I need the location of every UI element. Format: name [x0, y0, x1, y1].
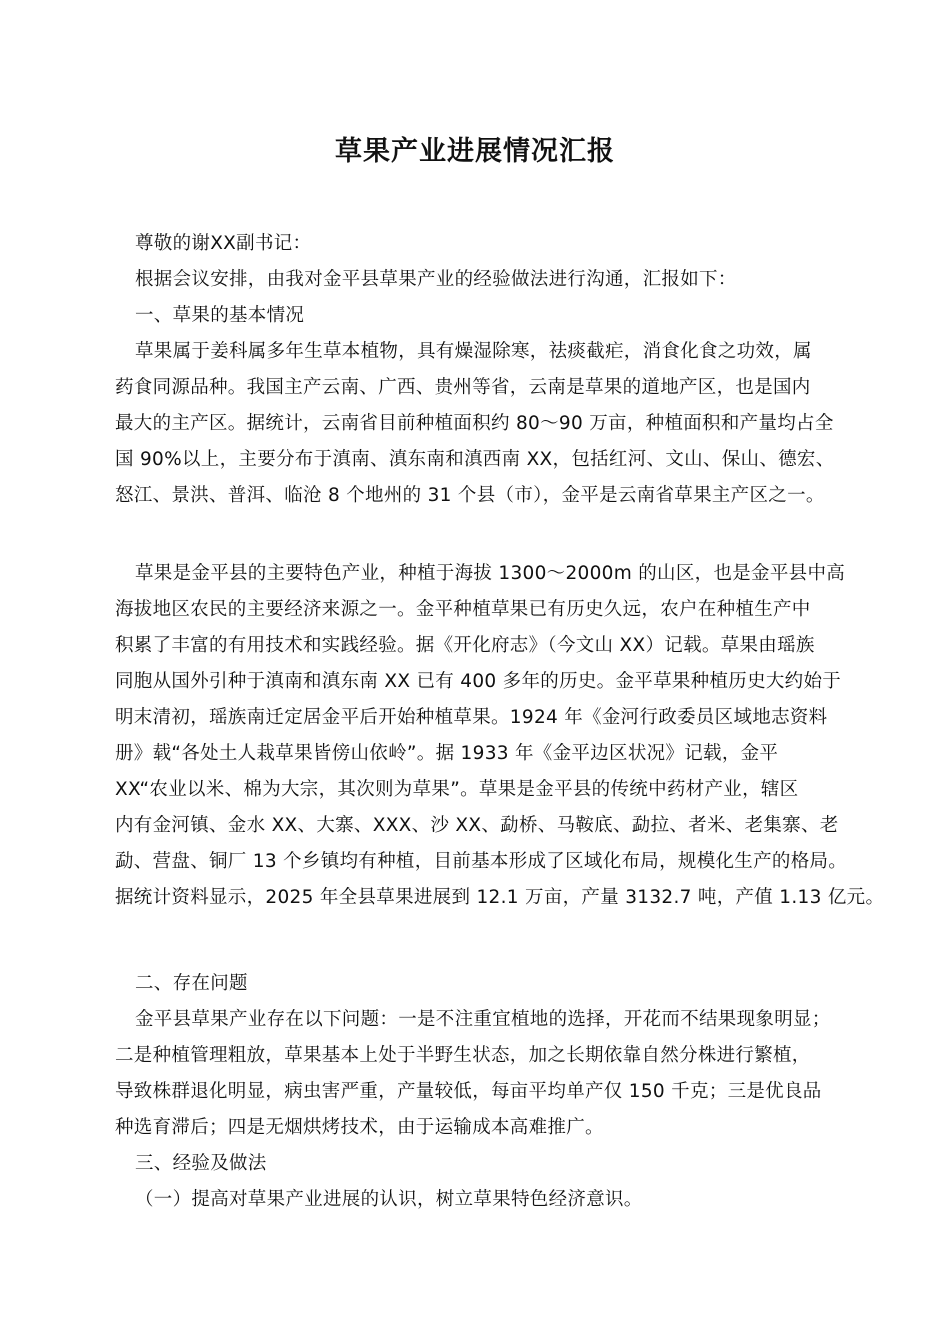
intro-text: 根据会议安排，由我对金平县草果产业的经验做法进行沟通，汇报如下： — [135, 269, 737, 290]
salutation: 尊敬的谢XX副书记： — [135, 233, 312, 254]
paragraph-line: 种选育滞后；四是无烟烘烤技术，由于运输成本高难推广。 — [115, 1117, 604, 1138]
section3-subheading-1: （一）提高对草果产业进展的认识，树立草果特色经济意识。 — [135, 1189, 643, 1210]
section1-paragraph1 — [115, 334, 855, 514]
paragraph-line: 最大的主产区。据统计，云南省目前种植面积约 80～90 万亩，种植面积和产量均占全 — [115, 413, 834, 434]
paragraph-line: XX“农业以米、棉为大宗，其次则为草果”。草果是金平县的传统中药材产业，辖区 — [115, 779, 799, 800]
section1-paragraph2 — [115, 556, 885, 916]
section2-block — [115, 966, 855, 1218]
paragraph-line: 国 90%以上，主要分布于滇南、滇东南和滇西南 XX，包括红河、文山、保山、德宏、 — [115, 449, 835, 470]
paragraph-line: 二是种植管理粗放，草果基本上处于半野生状态，加之长期依靠自然分株进行繁植， — [115, 1045, 811, 1066]
section2-heading: 二、存在问题 — [135, 973, 248, 994]
paragraph-line: 积累了丰富的有用技术和实践经验。据《开化府志》（今文山 XX）记载。草果由瑶族 — [115, 635, 815, 656]
paragraph-line: 导致株群退化明显，病虫害严重，产量较低，每亩平均单产仅 150 千克；三是优良品 — [115, 1081, 822, 1102]
paragraph-line: 明末清初，瑶族南迁定居金平后开始种植草果。1924 年《金河行政委员区域地志资料 — [115, 707, 828, 728]
paragraph-line: 同胞从国外引种于滇南和滇东南 XX 已有 400 多年的历史。金平草果种植历史大约始于 — [115, 671, 842, 692]
paragraph-line: 怒江、景洪、普洱、临沧 8 个地州的 31 个县（市），金平是云南省草果主产区之一。 — [115, 485, 825, 506]
paragraph-line: 内有金河镇、金水 XX、大寨、XXX、沙 XX、勐桥、马鞍底、勐拉、者米、老集寨、老 — [115, 815, 839, 836]
section3-heading: 三、经验及做法 — [135, 1153, 267, 1174]
paragraph-line: 册》载“各处土人栽草果皆傍山依岭”。据 1933 年《金平边区状况》记载，金平 — [115, 743, 779, 764]
paragraph-line: 勐、营盘、铜厂 13 个乡镇均有种植，目前基本形成了区域化布局，规模化生产的格局。 — [115, 851, 848, 872]
document-title: 草果产业进展情况汇报 — [335, 136, 615, 167]
paragraph-line: 药食同源品种。我国主产云南、广西、贵州等省，云南是草果的道地产区，也是国内 — [115, 377, 811, 398]
paragraph-line: 草果属于姜科属多年生草本植物，具有燥湿除寒，祛痰截疟，消食化食之功效，属 — [135, 341, 812, 362]
paragraph-line: 草果是金平县的主要特色产业，种植于海拔 1300～2000m 的山区，也是金平县中高 — [135, 563, 846, 584]
paragraph-line: 海拔地区农民的主要经济来源之一。金平种植草果已有历史久远，农户在种植生产中 — [115, 599, 811, 620]
section1-heading: 一、草果的基本情况 — [135, 305, 305, 326]
opening-block — [115, 226, 855, 334]
paragraph-line: 据统计资料显示，2025 年全县草果进展到 12.1 万亩，产量 3132.7 吨，产值 1.13 亿元。 — [115, 887, 885, 908]
paragraph-line: 金平县草果产业存在以下问题：一是不注重宜植地的选择，开花而不结果现象明显； — [135, 1009, 831, 1030]
